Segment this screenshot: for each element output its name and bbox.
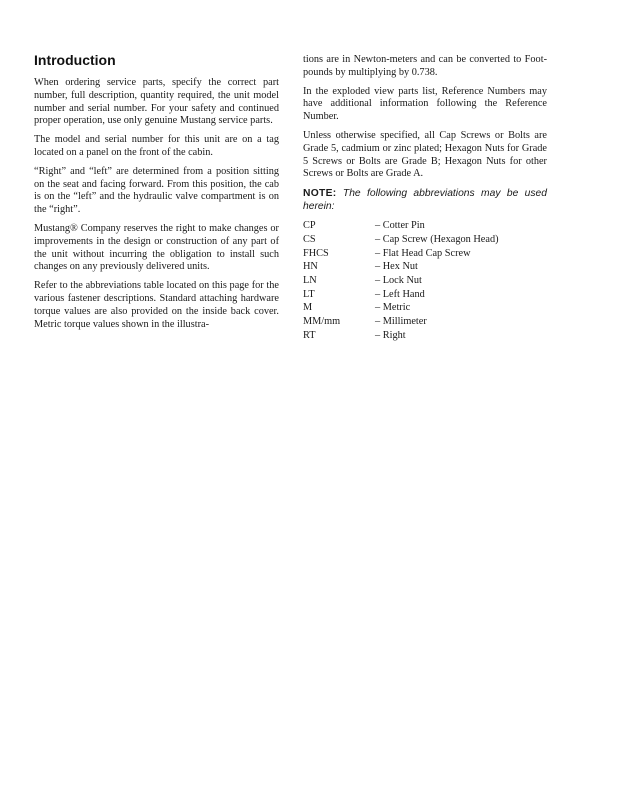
note-block xyxy=(303,187,547,213)
abbreviation-code: HN xyxy=(303,261,318,273)
abbreviation-row xyxy=(303,233,499,247)
abbreviation-code: LN xyxy=(303,274,317,286)
abbreviation-row xyxy=(303,315,499,329)
abbreviation-row xyxy=(303,288,499,302)
abbreviation-code: LT xyxy=(303,288,315,300)
abbreviation-code: MM/mm xyxy=(303,316,341,328)
abbreviation-meaning: – Cotter Pin xyxy=(375,220,425,232)
left-column xyxy=(34,48,279,337)
paragraph-torque-conversion: tions are in Newton-meters and can be converted to Foot-pounds by multiplying by 0.738. xyxy=(303,54,547,78)
section-heading: Introduction xyxy=(34,52,116,68)
paragraph-serial-number: The model and serial number for this unit are on a tag located on a panel on the front of the cabin. xyxy=(34,134,279,158)
abbreviation-code: FHCS xyxy=(303,247,329,259)
paragraph-right-left: “Right” and “left” are determined from a position sitting on the seat and facing forward. From this position, the cab is on the “left” and the hydraulic valve compartment is on the “right”. xyxy=(34,165,279,216)
abbreviation-meaning: – Left Hand xyxy=(375,288,425,300)
abbreviation-code: CS xyxy=(303,233,316,245)
abbreviations-table xyxy=(303,219,499,342)
abbreviation-meaning: – Right xyxy=(375,329,406,341)
abbreviation-code: CP xyxy=(303,220,316,232)
abbreviation-meaning: – Metric xyxy=(375,302,411,314)
paragraph-abbreviations-ref: Refer to the abbreviations table located on this page for the various fastener descriptions. Standard attaching hardware torque values are also provided on the inside back cover. Metric torque values shown in the illustra- xyxy=(34,280,279,330)
abbreviation-code: RT xyxy=(303,329,316,341)
abbreviation-row xyxy=(303,301,499,315)
abbreviation-meaning: – Cap Screw (Hexagon Head) xyxy=(375,233,499,245)
note-label: NOTE: xyxy=(303,188,337,200)
paragraph-grades: Unless otherwise specified, all Cap Screws or Bolts are Grade 5, cadmium or zinc plated; Hexagon Nuts for Grade 5 Screws or Bolts are Grade B; Hexagon Nuts for other Screws or Bolts are Grade A. xyxy=(303,129,547,180)
abbreviation-meaning: – Hex Nut xyxy=(375,261,418,273)
abbreviation-row xyxy=(303,329,499,343)
abbreviation-meaning: – Lock Nut xyxy=(375,274,422,286)
right-column xyxy=(303,54,547,343)
abbreviation-row xyxy=(303,219,499,233)
abbreviation-row xyxy=(303,247,499,261)
abbreviation-row xyxy=(303,260,499,274)
paragraph-reserves-right: Mustang® Company reserves the right to make changes or improvements in the design or construction of any part of the unit without incurring the obligation to install such changes on any previously delivered units. xyxy=(34,222,279,273)
abbreviation-meaning: – Millimeter xyxy=(375,316,427,328)
abbreviation-row xyxy=(303,274,499,288)
abbreviation-meaning: – Flat Head Cap Screw xyxy=(375,247,471,259)
note-text: The following abbreviations may be used herein: xyxy=(303,188,547,213)
paragraph-ordering-parts: When ordering service parts, specify the correct part number, full description, quantity required, the unit model number and serial number. For your safety and continued proper operation, use only genuine Mustang service parts. xyxy=(34,77,279,127)
abbreviation-code: M xyxy=(303,302,313,314)
paragraph-reference-numbers: In the exploded view parts list, Reference Numbers may have additional information following the Reference Number. xyxy=(303,85,547,123)
